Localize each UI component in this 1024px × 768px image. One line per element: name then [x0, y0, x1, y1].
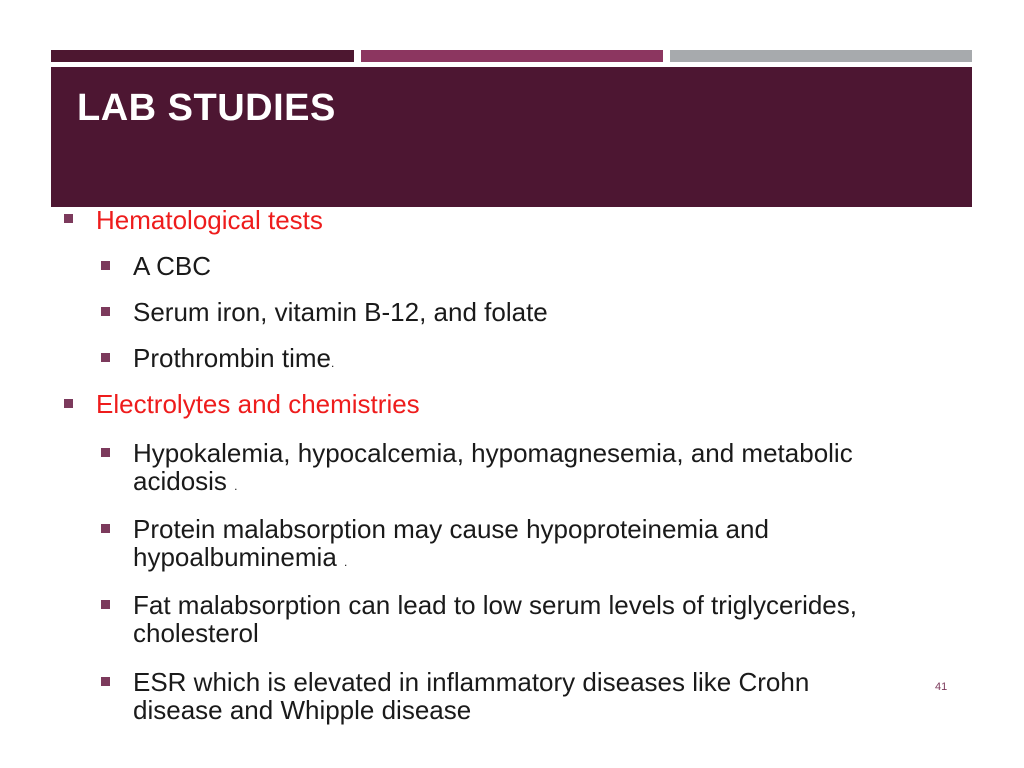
list-item-line2: cholesterol: [133, 618, 259, 648]
list-item-line1: Hypokalemia, hypocalcemia, hypomagnesemia, and metabolic: [133, 438, 853, 468]
list-item-line2: [133, 467, 238, 500]
list-item-text: Prothrombin time: [133, 343, 331, 373]
square-bullet-icon: [101, 524, 110, 533]
list-item-suffix: .: [330, 356, 335, 370]
square-bullet-icon: [101, 261, 110, 270]
list-item: Serum iron, vitamin B-12, and folate: [133, 297, 548, 327]
square-bullet-icon: [101, 307, 110, 316]
square-bullet-icon: [64, 399, 73, 408]
square-bullet-icon: [101, 448, 110, 457]
square-bullet-icon: [101, 600, 110, 609]
list-item-line2: [133, 543, 347, 576]
list-item: A CBC: [133, 251, 212, 281]
page-number: 41: [935, 681, 948, 693]
list-item-suffix: .: [234, 479, 238, 493]
square-bullet-icon: [64, 214, 73, 223]
list-item-line1: ESR which is elevated in inflammatory diseases like Crohn: [133, 667, 810, 697]
square-bullet-icon: [101, 353, 110, 362]
list-item-line1: Fat malabsorption can lead to low serum levels of triglycerides,: [133, 590, 857, 620]
list-item-suffix: .: [344, 555, 348, 569]
list-item: [133, 344, 334, 377]
section-heading-hematological: Hematological tests: [96, 205, 323, 235]
list-item-line2: disease and Whipple disease: [133, 695, 472, 725]
section-heading-electrolytes: Electrolytes and chemistries: [96, 389, 420, 419]
list-item-line1: Protein malabsorption may cause hypoproteinemia and: [133, 514, 769, 544]
list-item-text: hypoalbuminemia: [133, 542, 337, 572]
list-item-text: acidosis: [133, 466, 227, 496]
slide-title: LAB STUDIES: [77, 87, 336, 129]
square-bullet-icon: [101, 677, 110, 686]
